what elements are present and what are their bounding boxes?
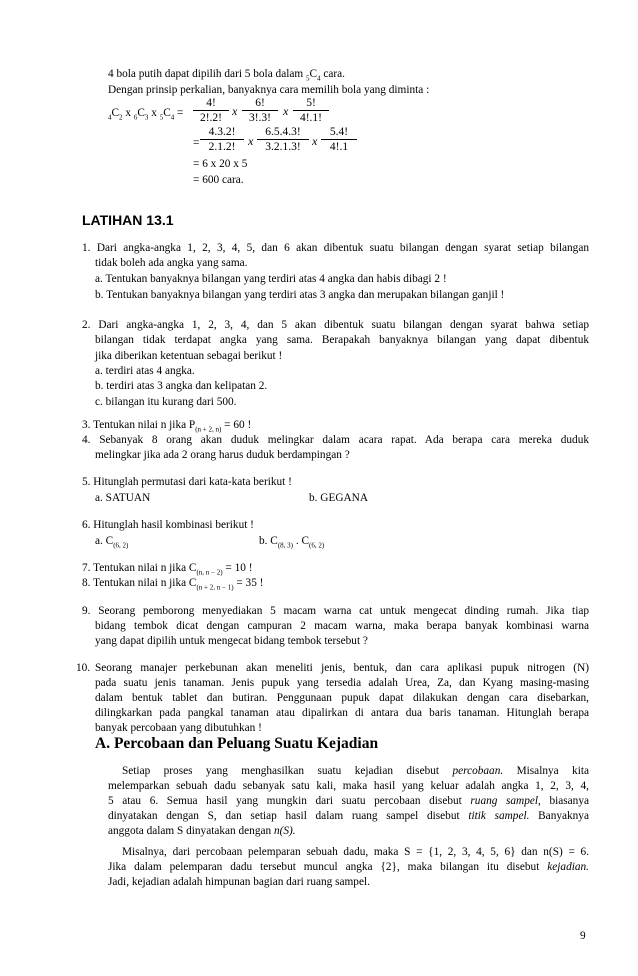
times-sign: x	[312, 134, 318, 148]
paragraph-2-line-3: Jadi, kejadian adalah himpunan bagian dari ruang sampel.	[108, 876, 370, 888]
times-sign: x	[232, 104, 238, 118]
question-5-b: b. GEGANA	[309, 492, 368, 504]
question-10-line-4: dilingkarkan pada pangkal tanaman atau dipalirkan di antara dua baris tanaman. Hitunglah berapa	[95, 707, 589, 719]
question-4-line-2: melingkar jika ada 2 orang harus duduk berdampingan ?	[95, 449, 350, 461]
question-1-line-2: tidak boleh ada angka yang sama.	[95, 257, 248, 269]
question-10-line-3: dalam bentuk tablet dan butiran. Penggunaan pupuk dapat dilakukan dengan cara disebarkan,	[95, 692, 589, 704]
times-sign: x	[283, 104, 289, 118]
question-7: 7. Tentukan nilai n jika $C_{(n, n - 2)} = 10$ !	[82, 562, 253, 577]
fraction-5-fact: $\frac{5!}{4!.1!}$	[293, 97, 329, 124]
paragraph-1-line-3: 5 atau 6. Semua hasil yang mungkin dari suatu percobaan disebut ruang sampel, biasanya	[108, 795, 589, 807]
times-sign: x	[248, 134, 254, 148]
fraction-4-fact: $\frac{4!}{2!.2!}$	[193, 97, 229, 124]
question-9-line-2: bidang tembok dicat dengan campuran 2 macam warna, maka berapa banyak kombinasi warna	[95, 620, 589, 632]
paragraph-1-line-1: Setiap proses yang menghasilkan suatu kejadian disebut percobaan. Misalnya kita	[122, 765, 589, 777]
fraction-6-fact: $\frac{6!}{3!.3!}$	[242, 97, 278, 124]
section-title-latihan: LATIHAN 13.1	[82, 212, 174, 228]
paragraph-2-line-1: Misalnya, dari percobaan pelemparan sebuah dadu, maka S = {1, 2, 3, 4, 5, 6} dan n(S) = 6.	[122, 846, 589, 858]
question-2-line-3: jika diberikan ketentuan sebagai berikut !	[95, 350, 283, 362]
fraction-expanded-2: $\frac{6.5.4.3!}{3.2.1.3!}$	[257, 126, 309, 153]
question-2-line-2: bilangan tidak terdapat angka yang sama. Berapakah banyaknya bilangan yang dapat dibentuk	[95, 334, 589, 346]
paragraph-2-line-2: Jika dalam pelemparan dadu tersebut muncul angka {2}, maka bilangan itu disebut kejadian.	[108, 861, 589, 873]
question-10-number: 10.	[76, 662, 91, 674]
question-9-line-3: yang dapat dipilih untuk mengecat bidang tembok tersebut ?	[95, 635, 368, 647]
result-step-2: = 600 cara.	[193, 174, 244, 186]
question-6: 6. Hitunglah hasil kombinasi berikut !	[82, 519, 254, 531]
question-1-line-1: 1. Dari angka-angka 1, 2, 3, 4, 5, dan 6 akan dibentuk suatu bilangan dengan syarat setiap bilangan	[82, 242, 589, 254]
intro-line-1: 4 bola putih dapat dipilih dari 5 bola dalam $_5C_4$ cara.	[108, 68, 345, 83]
equals-sign: =	[193, 137, 200, 149]
question-10-line-2: pada suatu jenis tanaman. Jenis pupuk yang tersedia adalah Urea, Za, dan Kyang masing-masing	[95, 677, 589, 689]
question-9-line-1: 9. Seorang pemborong menyediakan 5 macam warna cat untuk mengecat dinding rumah. Jika tiap	[82, 605, 589, 617]
question-10-line-1: Seorang manajer perkebunan akan meneliti jenis, bentuk, dan cara aplikasi pupuk nitrogen (N)	[95, 662, 589, 674]
result-step-1: = 6 x 20 x 5	[193, 158, 248, 170]
question-4-line-1: 4. Sebanyak 8 orang akan duduk melingkar dalam acara rapat. Ada berapa cara mereka duduk	[82, 434, 589, 446]
paragraph-1-line-2: melemparkan sebuah dadu sebanyak satu kali, maka hasil yang keluar adalah angka 1, 2, 3, 4,	[108, 780, 589, 792]
section-title-a: A. Percobaan dan Peluang Suatu Kejadian	[95, 735, 379, 752]
combination-product-lhs: $_4C_2$ x $_6C_3$ x $_5C_4$ =	[108, 107, 184, 122]
question-6-a: a. $C_{(6, 2)}$	[95, 535, 129, 550]
question-5-a: a. SATUAN	[95, 492, 151, 504]
question-2-c: c. bilangan itu kurang dari 500.	[95, 396, 237, 408]
page-number: 9	[580, 930, 586, 942]
question-8: 8. Tentukan nilai n jika $C_{(n + 2, n - 1)} = 35$ !	[82, 577, 264, 592]
fraction-expanded-1: $\frac{4.3.2!}{2.1.2!}$	[200, 126, 244, 153]
paragraph-1-line-4: dinyatakan dengan S, dan setiap hasil dalam ruang sampel disebut titik sampel. Banyaknya	[108, 810, 589, 822]
intro-line-2: Dengan prinsip perkalian, banyaknya cara memilih bola yang diminta :	[108, 84, 430, 96]
question-1-a: a. Tentukan banyaknya bilangan yang terdiri atas 4 angka dan habis dibagi 2 !	[95, 273, 447, 285]
fraction-expanded-3: $\frac{5.4!}{4!.1}$	[321, 126, 357, 153]
question-1-b: b. Tentukan banyaknya bilangan yang terdiri atas 3 angka dan merupakan bilangan ganjil !	[95, 289, 505, 301]
paragraph-1-line-5: anggota dalam S dinyatakan dengan n(S).	[108, 825, 296, 837]
question-2-a: a. terdiri atas 4 angka.	[95, 365, 195, 377]
question-3: 3. Tentukan nilai n jika $P_{(n + 2, n)} = 60$ !	[82, 419, 252, 434]
question-2-b: b. terdiri atas 3 angka dan kelipatan 2.	[95, 380, 268, 392]
question-6-b: b. $C_{(8, 3)}$ . $C_{(6, 2)}$	[259, 535, 325, 550]
question-2-line-1: 2. Dari angka-angka 1, 2, 3, 4, dan 5 akan dibentuk suatu bilangan dengan syarat bahwa setiap	[82, 319, 589, 331]
question-10-line-5: banyak percobaan yang dibutuhkan !	[95, 722, 262, 734]
question-5: 5. Hitunglah permutasi dari kata-kata berikut !	[82, 476, 292, 488]
